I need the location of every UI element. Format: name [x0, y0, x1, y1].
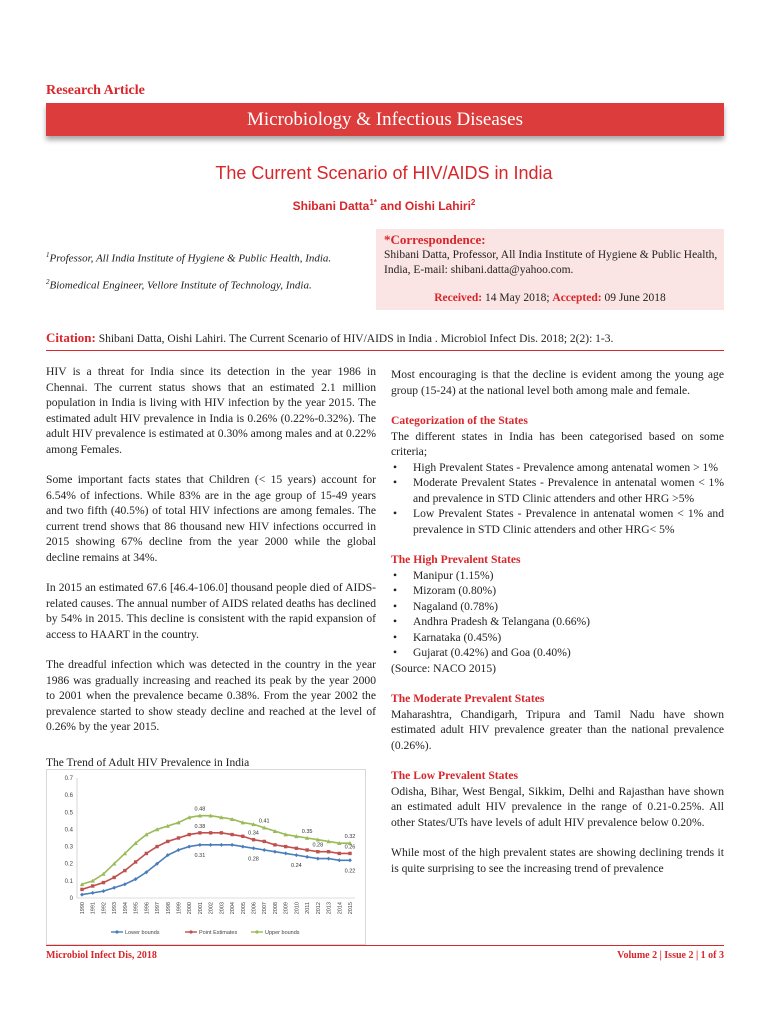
data-point: [252, 846, 256, 850]
correspondence-heading: *Correspondence:: [384, 232, 486, 247]
data-label: 0.31: [194, 852, 206, 859]
citation-label: Citation:: [46, 330, 96, 345]
data-point: [187, 845, 191, 849]
data-point: [198, 843, 202, 847]
x-tick-label: 1990: [80, 902, 86, 915]
paragraph: Some important facts states that Children (< 15 years) account for 6.54% of infections. While 83% are in the age group of 15-49 years and two fifth (40.5%) of total HIV infections are among females. The current trend shows that 86 thousand new HIV infections occurred in 2015 showing 67% decline from the year 2000 while the global decline remains at 34%.: [46, 473, 376, 564]
list-item: • Nagaland (0.78%): [391, 599, 724, 615]
data-point: [348, 852, 351, 855]
y-tick-label: 0.5: [64, 810, 73, 817]
author-connector: and: [376, 199, 405, 213]
correspondence-text: Shibani Datta, Professor, All India Institute of Hygiene & Public Health, India, E-mail: shibani.datta@yahoo.com.: [384, 249, 718, 276]
data-point: [241, 835, 244, 838]
data-point: [230, 843, 234, 847]
x-tick-label: 2011: [305, 902, 312, 914]
list-item: • Moderate Prevalent States - Prevalence in antenatal women < 1% and prevalence in STD Clinic attenders and other HRG >5%: [391, 475, 724, 506]
data-point: [112, 876, 115, 879]
data-label: 0.28: [312, 842, 324, 849]
right-column: [391, 367, 724, 891]
x-tick-label: 1995: [133, 902, 140, 915]
hiv-trend-chart: [46, 769, 366, 945]
data-point: [348, 858, 352, 862]
x-tick-label: 1998: [165, 902, 172, 915]
paragraph: Most encouraging is that the decline is evident among the young age group (15-24) at the national level both among male and female.: [391, 368, 724, 397]
author-2-sup: 2: [470, 198, 476, 207]
x-tick-label: 2000: [187, 902, 194, 915]
data-point: [155, 845, 158, 848]
data-point: [198, 831, 201, 834]
affiliation-1: [46, 251, 331, 265]
data-point: [327, 857, 331, 861]
data-point: [294, 853, 298, 857]
journal-banner: Microbiology & Infectious Diseases: [46, 103, 724, 136]
y-tick-label: 0.4: [64, 827, 73, 834]
left-column: [46, 364, 376, 750]
x-tick-label: 1991: [90, 902, 97, 915]
data-label: 0.22: [344, 868, 356, 875]
dates-line: [376, 292, 724, 304]
list-item: • Low Prevalent States - Prevalence in antenatal women < 1% and prevalence in STD Clinic attenders and other HRG< 5%: [391, 506, 724, 537]
affiliation-2: [46, 278, 312, 292]
authors-line: [0, 198, 768, 213]
categorization-list: [391, 460, 724, 538]
y-tick-label: 0.2: [64, 861, 73, 868]
affiliation-1-text: Professor, All India Institute of Hygiene & Public Health, India.: [49, 252, 332, 265]
y-tick-label: 0.6: [64, 793, 73, 800]
footer-journal: Microbiol Infect Dis, 2018: [46, 950, 157, 961]
paragraph: The dreadful infection which was detected in the country in the year 1986 was gradually increasing and reached its peak by the year 2000 to 2001 when the prevalence became 0.38%. From the year 2002 the prevalence started to show steady decline and reached at the level of 0.26% by the year 2015.: [46, 658, 376, 733]
data-point: [295, 847, 298, 850]
data-point: [177, 836, 180, 839]
x-tick-label: 2007: [262, 902, 269, 915]
data-point: [273, 850, 277, 854]
author-1-sup: 1*: [369, 198, 377, 207]
paragraph: Odisha, Bihar, West Bengal, Sikkim, Delhi and Rajasthan have shown an estimated adult HIV prevalence in the range of 0.21-0.25%. All other States/UTs have levels of adult HIV prevalence below 0.20%.: [391, 784, 724, 829]
data-point: [209, 831, 212, 834]
data-point: [230, 833, 233, 836]
accepted-label: Accepted:: [552, 292, 602, 304]
data-label: 0.48: [194, 806, 206, 813]
data-point: [337, 858, 341, 862]
high-states-list: [391, 568, 724, 661]
data-label: 0.35: [301, 829, 313, 835]
section-heading-high: The High Prevalent States: [391, 553, 521, 566]
data-point: [263, 840, 266, 843]
chart-title: The Trend of Adult HIV Prevalence in India: [46, 757, 250, 769]
x-tick-label: 1994: [122, 902, 129, 915]
categorization-intro: The different states in India has been categorised based on some criteria;: [391, 429, 724, 458]
affiliation-2-text: Biomedical Engineer, Vellore Institute of Technology, India.: [49, 279, 312, 292]
data-point: [134, 860, 137, 863]
paragraph: While most of the high prevalent states are showing declining trends it is quite surprising to see the increasing trend of prevalence: [391, 846, 724, 875]
accepted-date: 09 June 2018: [601, 292, 666, 304]
legend-marker: [115, 930, 118, 933]
x-tick-label: 2009: [283, 902, 290, 915]
list-item: • Mizoram (0.80%): [391, 583, 724, 599]
y-tick-label: 0: [69, 896, 73, 902]
x-tick-label: 2003: [219, 902, 226, 915]
article-type-label: Research Article: [46, 83, 145, 98]
x-tick-label: 2013: [326, 902, 333, 915]
received-date: 14 May 2018;: [482, 292, 553, 304]
correspondence-box: [376, 229, 724, 310]
data-label: 0.24: [291, 863, 302, 870]
y-tick-label: 0.1: [64, 878, 73, 885]
paragraph: HIV is a threat for India since its detection in the year 1986 in Chennai. The current status shows that an estimated 2.1 million population in India is living with HIV infection by the year 2015. The estimated adult HIV prevalence in India is 0.26% (0.22%-0.32%). The adult HIV prevalence is estimated at 0.30% among males and at 0.22% among Females.: [46, 365, 376, 456]
data-point: [102, 881, 105, 884]
list-item: • Karnataka (0.45%): [391, 630, 724, 646]
received-label: Received:: [434, 292, 483, 304]
x-tick-label: 1993: [112, 902, 119, 915]
x-tick-label: 1999: [176, 902, 183, 915]
x-tick-label: 2010: [294, 902, 301, 915]
data-point: [252, 838, 255, 841]
data-point: [220, 831, 223, 834]
data-point: [338, 852, 341, 855]
data-label: 0.28: [248, 856, 259, 863]
data-point: [284, 851, 288, 855]
section-heading-moderate: The Moderate Prevalent States: [391, 692, 545, 705]
citation-text: Shibani Datta, Oishi Lahiri. The Current Scenario of HIV/AIDS in India . Microbiol Infect Dis. 2018; 2(2): 1-3.: [95, 333, 614, 345]
data-point: [112, 886, 116, 890]
paragraph: Maharashtra, Chandigarh, Tripura and Tamil Nadu have shown estimated adult HIV prevalence greater than the national prevalence (0.26%).: [391, 707, 724, 752]
paper-title: The Current Scenario of HIV/AIDS in India: [215, 163, 553, 183]
section-heading-low: The Low Prevalent States: [391, 769, 518, 782]
data-point: [123, 869, 126, 872]
x-tick-label: 2001: [197, 902, 204, 915]
data-label: 0.32: [344, 834, 356, 841]
legend-marker: [189, 930, 192, 933]
list-item: • Andhra Pradesh & Telangana (0.66%): [391, 614, 724, 630]
x-tick-label: 2002: [208, 902, 215, 915]
data-point: [327, 850, 330, 853]
data-point: [145, 852, 148, 855]
data-point: [209, 843, 213, 847]
list-item: • High Prevalent States - Prevalence among antenatal women > 1%: [391, 460, 724, 476]
y-tick-label: 0.3: [64, 844, 73, 851]
citation-divider: [46, 350, 724, 351]
legend-label: Upper bounds: [265, 930, 300, 936]
x-tick-label: 2008: [272, 902, 279, 915]
affiliation-1-sup: 1: [46, 251, 50, 259]
data-point: [273, 843, 276, 846]
data-point: [241, 845, 245, 849]
data-point: [316, 850, 319, 853]
data-point: [91, 884, 94, 887]
x-tick-label: 2015: [348, 902, 354, 915]
data-point: [80, 888, 83, 891]
legend-label: Lower bounds: [125, 930, 160, 936]
data-point: [91, 891, 95, 895]
paragraph: In 2015 an estimated 67.6 [46.4-106.0] thousand people died of AIDS-related causes. The annual number of AIDS related deaths has declined by 54% in 2015. This decline is consistent with the rapid expansion of access to HAART in the country.: [46, 581, 376, 641]
x-tick-label: 2014: [337, 902, 344, 915]
footer-volume: Volume 2 | Issue 2 | 1 of 3: [617, 950, 724, 961]
data-point: [166, 840, 169, 843]
list-item: • Manipur (1.15%): [391, 568, 724, 584]
y-tick-label: 0.7: [64, 776, 73, 782]
footer-divider: [46, 945, 724, 946]
data-point: [305, 848, 308, 851]
section-heading-categorization: Categorization of the States: [391, 414, 528, 427]
x-tick-label: 2006: [251, 902, 258, 915]
x-tick-label: 1997: [155, 902, 162, 915]
data-label: 0.41: [258, 818, 270, 825]
x-tick-label: 2005: [240, 902, 247, 915]
data-point: [284, 845, 287, 848]
legend-marker: [255, 930, 258, 933]
x-tick-label: 1992: [101, 902, 108, 915]
x-tick-label: 2012: [315, 902, 322, 915]
affiliation-2-sup: 2: [46, 278, 50, 286]
data-point: [80, 893, 84, 897]
data-label: 0.34: [248, 830, 259, 837]
data-point: [188, 833, 191, 836]
x-tick-label: 2004: [230, 902, 237, 915]
high-states-source: (Source: NACO 2015): [391, 661, 496, 675]
data-point: [305, 855, 309, 859]
citation-line: [46, 330, 724, 346]
author-2: Oishi Lahiri: [404, 199, 471, 213]
data-point: [101, 889, 105, 893]
data-point: [262, 848, 266, 852]
chart-svg: [47, 770, 365, 944]
author-1: Shibani Datta: [292, 199, 370, 213]
data-point: [316, 857, 320, 861]
list-item: • Gujarat (0.42%) and Goa (0.40%): [391, 645, 724, 661]
x-tick-label: 1996: [144, 902, 151, 915]
legend-label: Point Estimates: [199, 930, 238, 936]
data-label: 0.38: [194, 823, 206, 830]
data-point: [219, 843, 223, 847]
data-label: 0.26: [344, 844, 356, 851]
